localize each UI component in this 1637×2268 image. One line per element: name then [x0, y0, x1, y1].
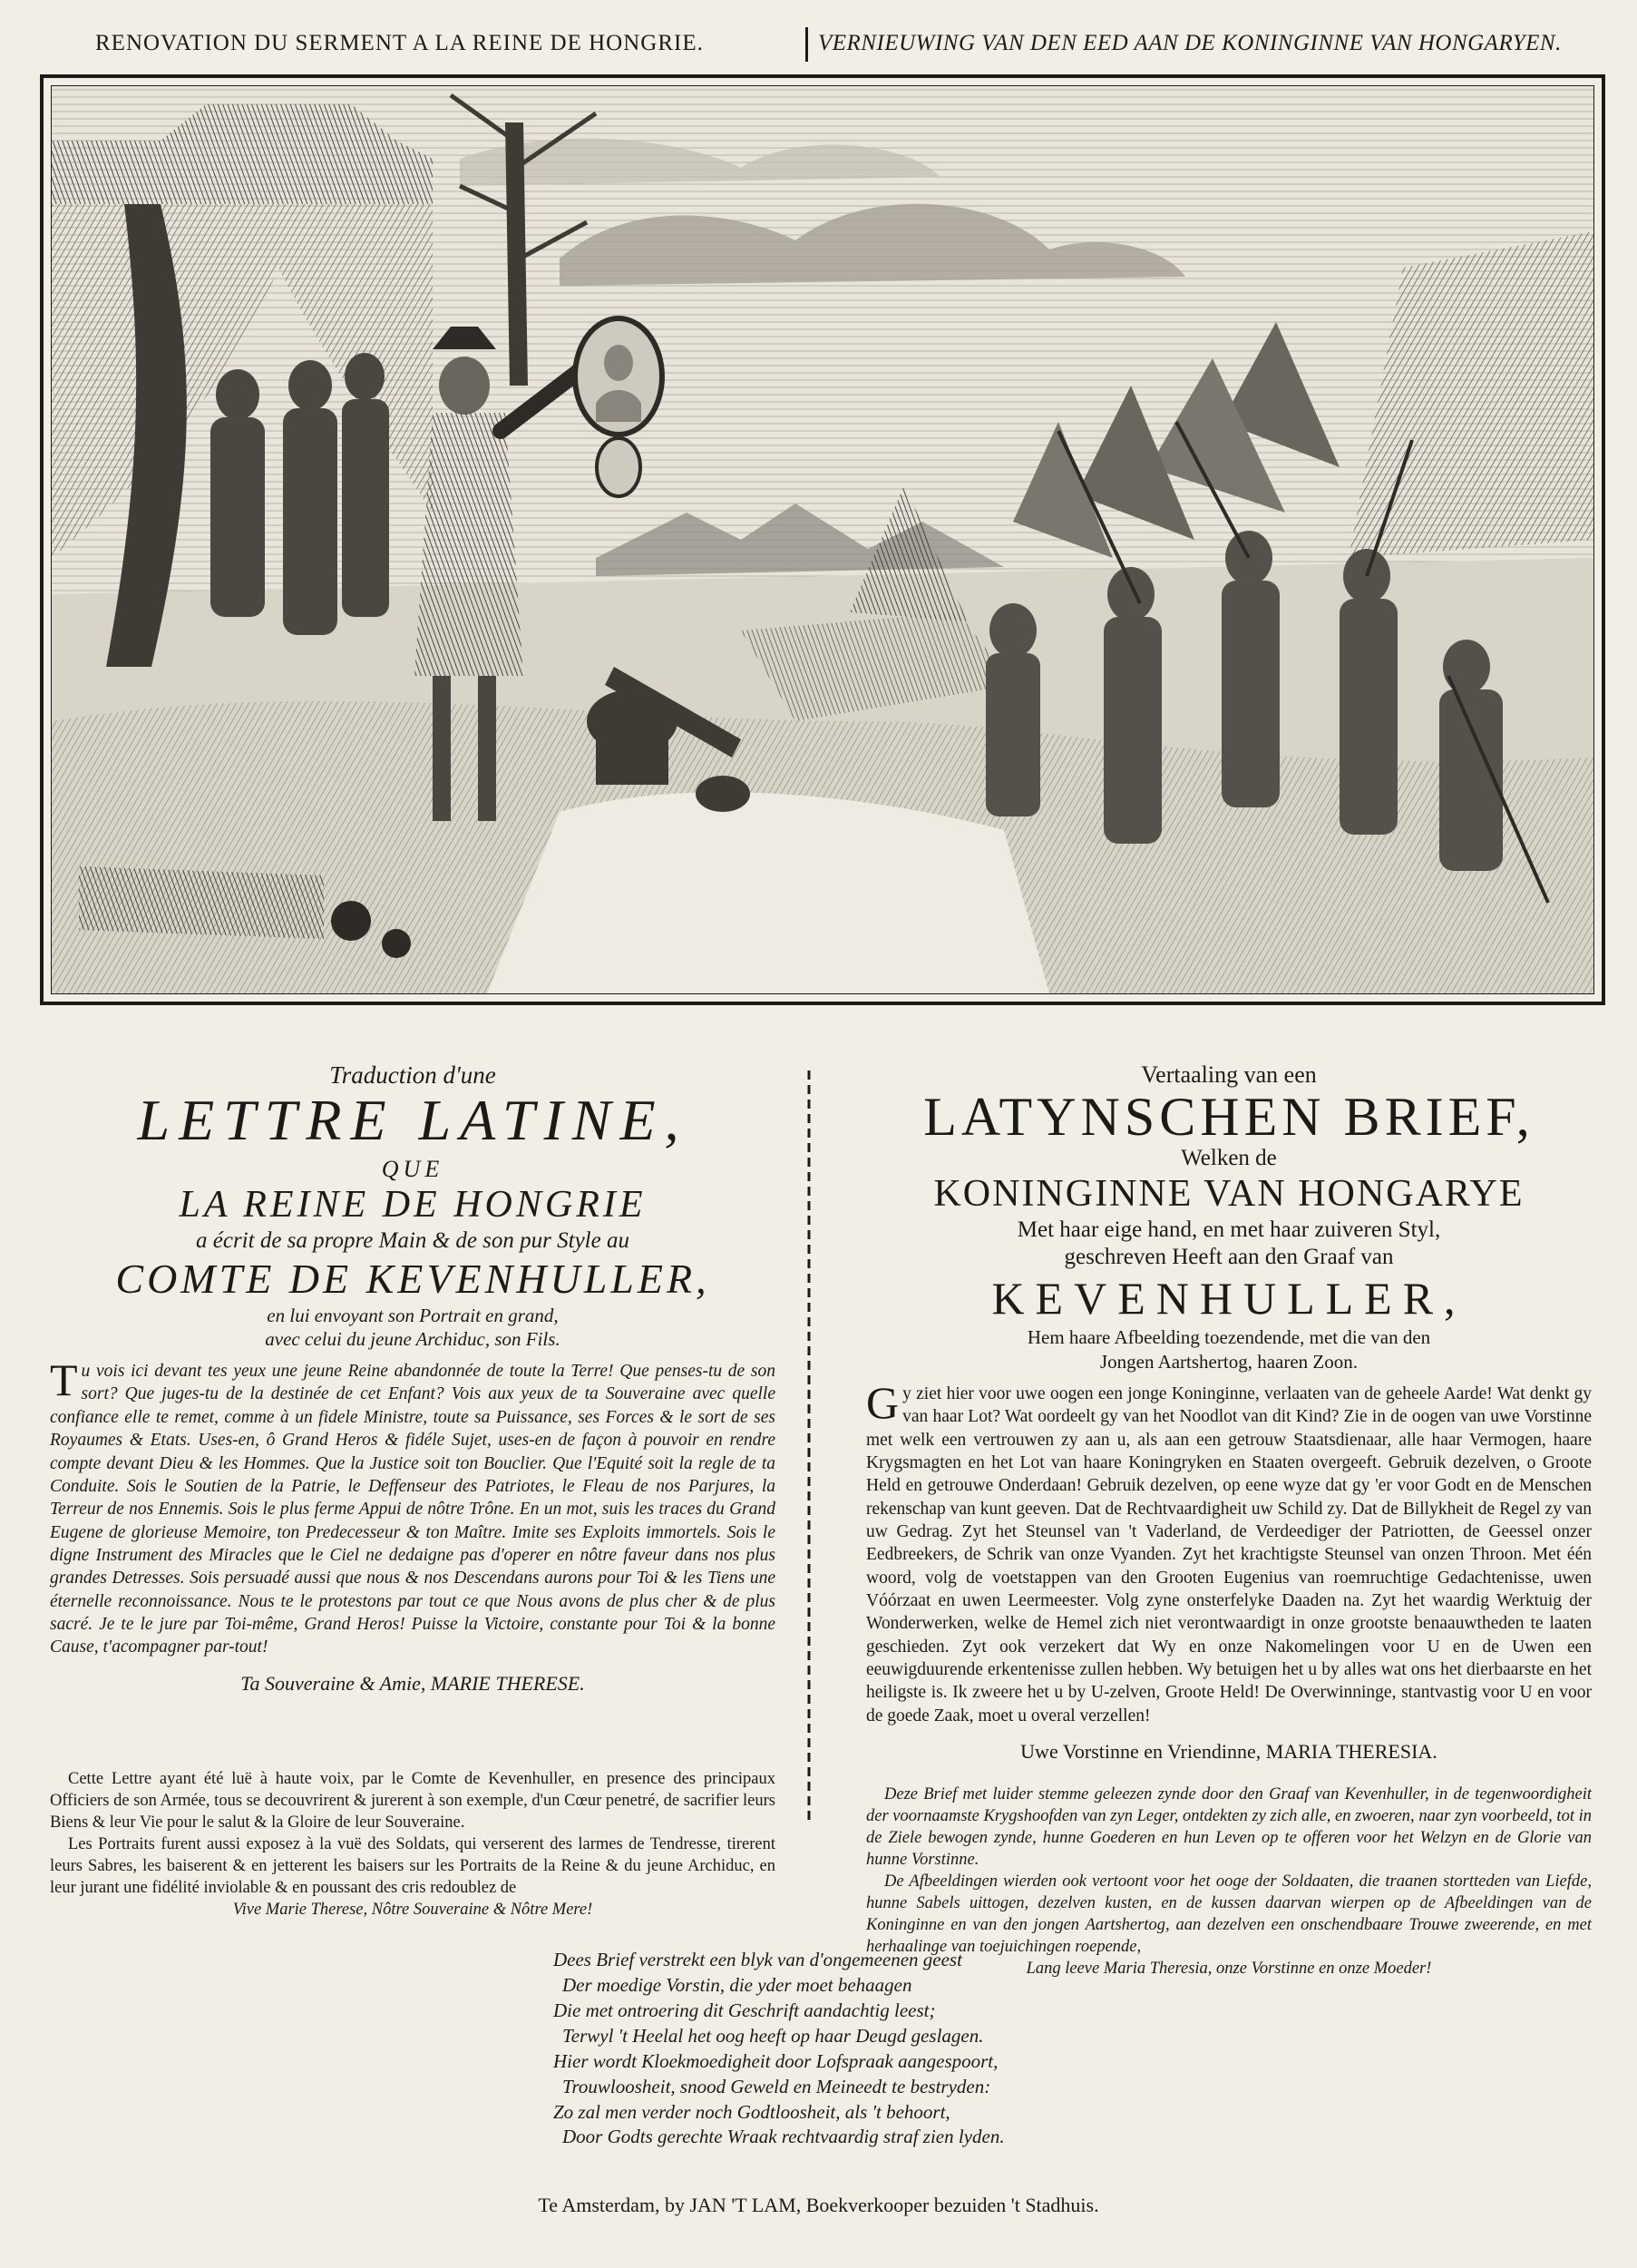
dutch-welken: Welken de [1181, 1146, 1277, 1170]
header-caption-french: RENOVATION DU SERMENT A LA REINE DE HONGRIE. [95, 31, 704, 55]
french-letter-text: u vois ici devant tes yeux une jeune Reine abandonnée de toute la Terre! Que penses-tu de son sort? Que juges-tu de la destinée de cet Enfant? Vois aux yeux de ta Souveraine avec quelle confiance elle te remet, comme à un fidele Ministre, toute sa Puissance, ses Forces & le sort de ses Royaumes & Etats. Uses-en, ô Grand Heros & fidéle Sujet, uses-en de façon à pouvoir en rendre compte devant Dieu & les Hommes. Que la Justice soit ton Bouclier. Que l'Equité soit la regle de ta Conduite. Sois le Soutien de la Patrie, le Deffenseur des Patriotes, le Fleau de nos Parjures, la Terreur de nos Ennemis. Sois le plus ferme Appui de nôtre Trône. En un mot, suis les traces du Grand Eugene de glorieuse Memoire, ton Predecesseur & ton Maître. Imite ses Exploits immortels. Sois le digne Instrument des Miracles que le Ciel ne dedaigne pas d'operer en nôtre faveur dans nos plus grandes Detresses. Sois persuadé aussi que nous & nos Descendans aurons pour Toi & les Tiens une éternelle reconnoissance. Nous te le protestons par tout ce que Nous avons de plus cher & de plus sacré. Je te le jure par Toi-même, Grand Heros! Puisse la Victoire, constante pour Toi & la bonne Cause, t'acompagner par-tout! [50, 1362, 775, 1657]
dutch-note-2: De Afbeeldingen wierden ook vertoont voor het ooge der Soldaaten, die traanen stortteden van Liefde, hunne Sabels uittogen, dezelven kusten, en de kussen daarvan wierpen op de Afbeeldingen van de Koninginne en van den jongen Aartshertog, aan dezelven een onschendbaare Trouwe zweerende, en met herhaalinge van toejuichingen roepende, [866, 1872, 1592, 1957]
french-sending: en lui envoyant son Portrait en grand, avec celui du jeune Archiduc, son Fils. [265, 1304, 560, 1350]
engraving-frame [40, 74, 1605, 1005]
french-title: LETTRE LATINE, [137, 1088, 688, 1152]
header-caption-dutch: VERNIEUWING VAN DEN EED AAN DE KONINGINNE VAN HONGARYEN. [818, 31, 1562, 55]
french-dropcap: T [50, 1354, 78, 1406]
french-wrote: a écrit de sa propre Main & de son pur Style au [196, 1228, 629, 1254]
french-letter [50, 1354, 775, 1658]
dutch-letter-text: y ziet hier voor uwe oogen een jonge Koninginne, verlaaten van de geheele Aarde! Wat denkt gy van haar Lot? Wat oordeelt gy van het Noodlot van dit Kind? Zie in de oogen van uwe Vorstinne met welk een vertrouwen zy aan u, als aan een getrouw Staatsdienaar, alle haar Vermogen, haare Krygsmagten en het Lot van haare Koningryken en Staaten overgeeft. Gebruik dezelven, o Groote Held en getrouwe Onderdaan! Gebruik dezelven, op eene wyze dat gy 'er voor Godt en de Menschen rekenschap van kunt geeven. Dat de Rechtvaardigheit uw Schild zy. Dat de Billykheit de Regel zy van uw Gedrag. Zyt het Steunsel van 't Vaderland, de Verdeediger der Patriotten, de Geessel onzer Eedbreekers, de Schrik van onze Vyanden. Zyt het krachtigste Steunsel van onzen Throon. Met één woord, volg de voetstappen van den Grooten Eugenius van roemruchtige Gedachtenisse, uwen Vóórzaat en uwen Leermeester. Volg zyne onsterfelyke Daaden na. Zyt het waardig Werktuig der Wonderwerken, welke de Hemel zich niet verontwaardigt in onze grootste benaauwtheden te laaten geschieden. Zyt ook verzekert dat Wy en onze Nakomelingen voor U en de Uwen een eeuwigduurende erkentenisse zullen hebben. Wy betuigen het u by alles wat ons het dierbaarste en het heiligste is. Ik zweere het u by U-zelven, Groote Held! De Overwinninge, stantvastig voor U en voor de goede Zaak, moet u overal verzellen! [866, 1383, 1592, 1725]
poem-line: Trouwloosheit, snood Geweld en Meineedt te bestryden: [562, 2075, 991, 2097]
dutch-queen: KONINGINNE VAN HONGARYE [933, 1173, 1525, 1215]
dutch-intro: Vertaaling van een [1141, 1061, 1317, 1088]
french-cheer: Vive Marie Therese, Nôtre Souveraine & Nôtre Mere! [232, 1900, 593, 1919]
dutch-signature: Uwe Vorstinne en Vriendinne, MARIA THERESIA. [1020, 1740, 1437, 1764]
french-intro: Traduction d'une [329, 1061, 496, 1089]
french-column [50, 1061, 775, 1921]
dutch-wrote: Met haar eige hand, en met haar zuiveren Styl, geschreven Heeft aan den Graaf van [1017, 1217, 1441, 1270]
engraving-illustration [52, 86, 1593, 993]
french-note-2: Les Portraits furent aussi exposez à la vuë des Soldats, qui verserent des larmes de Tendresse, tirerent leurs Sabres, les baiserent & en jetterent les baisers sur les Portraits de la Reine & du jeune Archiduc, en leur jurant une fidélité inviolable & en poussant des cris redoublez de [50, 1834, 775, 1897]
poem-line: Terwyl 't Heelal het oog heeft op haar Deugd geslagen. [562, 2024, 984, 2047]
dutch-count: KEVENHULLER, [991, 1273, 1466, 1325]
french-count: COMTE DE KEVENHULLER, [115, 1255, 710, 1302]
poem-line: Hier wordt Kloekmoedigheit door Lofspraak aangespoort, [553, 2049, 999, 2072]
poem-line: Die met ontroering dit Geschrift aandachtig leest; [553, 1999, 936, 2021]
dutch-note-1: Deze Brief met luider stemme geleezen zynde door den Graaf van Kevenhuller, in de tegenwoordigheit der voornaamste Krygshoofden van zyn Leger, ontdekten zy zich alle, en zwoeren, naar zyn voorbeeld, tot in de Ziele bewogen zynde, hunne Goederen en hun Leven op te offeren voor het Welzyn en de Glorie van hunne Vorstinne. [866, 1785, 1592, 1870]
french-note-1: Cette Lettre ayant été luë à haute voix, par le Comte de Kevenhuller, en presence des principaux Officiers de son Armée, tous se decouvrirent & jurerent à son exemple, d'un Cœur penetré, de sacrifier leurs Biens & leur Vie pour le salut & la Gloire de leur Souveraine. [50, 1769, 775, 1832]
dutch-sending: Hem haare Afbeelding toezendende, met die van den Jongen Aartshertog, haaren Zoon. [1027, 1326, 1431, 1373]
dutch-letter [866, 1376, 1592, 1727]
dutch-column [866, 1061, 1592, 1980]
french-signature: Ta Souveraine & Amie, MARIE THERESE. [240, 1671, 585, 1695]
road [487, 792, 1049, 993]
poem-line: Door Godts gerechte Wraak rechtvaardig straf zien lyden. [562, 2126, 1005, 2148]
dutch-cheer: Lang leeve Maria Theresia, onze Vorstinne en onze Moeder! [1026, 1960, 1432, 1979]
imprint: Te Amsterdam, by JAN 'T LAM, Boekverkooper bezuiden 't Stadhuis. [538, 2194, 1099, 2216]
poem-line: Dees Brief verstrekt een blyk van d'ongemeenen geest [553, 1949, 962, 1970]
french-queen: LA REINE DE HONGRIE [179, 1184, 647, 1227]
officers-group [210, 353, 389, 635]
french-que: QUE [381, 1156, 444, 1183]
poem-line: Der moedige Vorstin, die yder moet behaagen [562, 1973, 912, 1996]
ornamental-divider [798, 1070, 820, 1823]
header-divider [805, 27, 808, 62]
engraving-plate [51, 85, 1594, 994]
poem [553, 1948, 1206, 2150]
dutch-title: LATYNSCHEN BRIEF, [923, 1087, 1535, 1147]
poem-line: Zo zal men verder noch Godtloosheit, als 't behoort, [553, 2100, 950, 2123]
dutch-dropcap: G [866, 1376, 900, 1428]
